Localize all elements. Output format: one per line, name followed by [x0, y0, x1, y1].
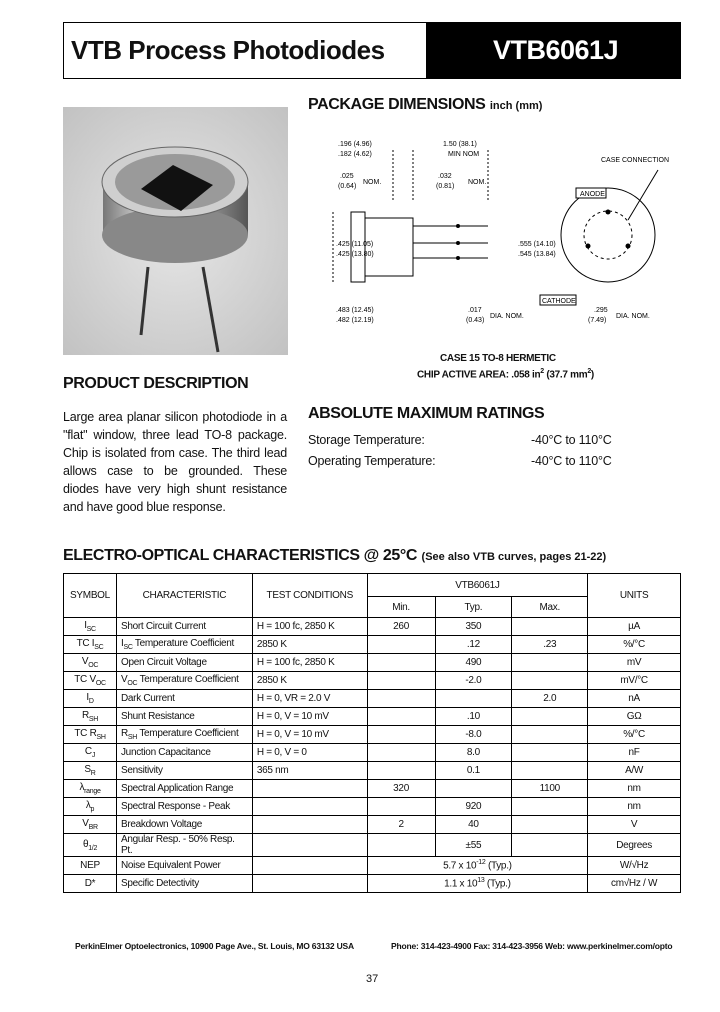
dim-label: .182 (4.62): [338, 151, 372, 158]
typ-cell: 350: [435, 618, 512, 636]
test-cell: H = 0, V = 10 mV: [252, 726, 367, 744]
dim-label: NOM.: [363, 179, 382, 186]
min-cell: 2: [367, 816, 435, 834]
dim-label: .482 (12.19): [336, 317, 374, 324]
typ-cell: 920: [435, 798, 512, 816]
symbol-cell: D*: [64, 875, 117, 893]
dim-label: .017: [468, 307, 482, 314]
symbol-cell: $V_{OC}$: [64, 654, 117, 672]
table-row: [64, 690, 681, 708]
min-cell: [367, 798, 435, 816]
unit-cell: A/W: [588, 762, 681, 780]
dim-label: (7.49): [588, 317, 607, 324]
col-units: UNITS: [588, 574, 681, 618]
package-dimensions-heading: PACKAGE DIMENSIONS inch (mm): [308, 96, 543, 113]
anode-label: ANODE: [580, 191, 605, 198]
unit-cell: %/°C: [588, 636, 681, 654]
part-number: VTB6061J: [426, 23, 680, 78]
product-description-heading: PRODUCT DESCRIPTION: [63, 375, 249, 392]
storage-temperature-value: -40°C to 110°C: [531, 433, 612, 447]
table-row: [64, 875, 681, 893]
typ-cell: -2.0: [435, 672, 512, 690]
typ-cell: [435, 780, 512, 798]
dim-label: DIA. NOM.: [490, 313, 524, 320]
table-row: [64, 762, 681, 780]
unit-cell: mV: [588, 654, 681, 672]
dim-label: CASE CONNECTION: [601, 157, 670, 164]
value-cell: 5.7 x $10^{-12}$ (Typ.): [367, 857, 587, 875]
max-cell: [512, 798, 588, 816]
table-row: [64, 834, 681, 857]
dim-label: DIA. NOM.: [616, 313, 650, 320]
dim-label: .545 (13.84): [518, 251, 556, 258]
chip-area: CHIP ACTIVE AREA: .058 $in^2$ (37.7 $mm^2$): [417, 368, 594, 381]
symbol-cell: TC $V_{OC}$: [64, 672, 117, 690]
max-cell: [512, 816, 588, 834]
unit-cell: nA: [588, 690, 681, 708]
table-row: [64, 744, 681, 762]
absolute-max-ratings-heading: ABSOLUTE MAXIMUM RATINGS: [308, 405, 545, 422]
characteristic-cell: Junction Capacitance: [116, 744, 252, 762]
test-cell: [252, 816, 367, 834]
test-cell: H = 0, VR = 2.0 V: [252, 690, 367, 708]
table-header-row: [64, 574, 681, 597]
symbol-cell: NEP: [64, 857, 117, 875]
test-cell: 2850 K: [252, 636, 367, 654]
table-row: [64, 672, 681, 690]
test-cell: H = 100 fc, 2850 K: [252, 654, 367, 672]
dim-label: .555 (14.10): [518, 241, 556, 248]
dim-label: .032: [438, 173, 452, 180]
unit-cell: V: [588, 816, 681, 834]
package-drawing: [318, 130, 680, 330]
operating-temperature-value: -40°C to 110°C: [531, 454, 612, 468]
characteristic-cell: $R_{SH}$ Temperature Coefficient: [116, 726, 252, 744]
test-cell: 2850 K: [252, 672, 367, 690]
unit-cell: cm√Hz / W: [588, 875, 681, 893]
dim-label: MIN NOM: [448, 151, 480, 158]
characteristic-cell: Sensitivity: [116, 762, 252, 780]
characteristic-cell: Spectral Application Range: [116, 780, 252, 798]
max-cell: 1100: [512, 780, 588, 798]
col-part: VTB6061J: [367, 574, 587, 597]
symbol-cell: $\theta_{1/2}$: [64, 834, 117, 857]
case-line: CASE 15 TO-8 HERMETIC: [440, 353, 556, 364]
max-cell: [512, 708, 588, 726]
symbol-cell: TC $I_{SC}$: [64, 636, 117, 654]
min-cell: [367, 744, 435, 762]
typ-cell: ±55: [435, 834, 512, 857]
product-photo: [63, 107, 288, 355]
table-row: [64, 636, 681, 654]
dim-label: NOM.: [468, 179, 487, 186]
typ-cell: 40: [435, 816, 512, 834]
dim-label: (0.81): [436, 183, 455, 190]
test-cell: H = 0, V = 0: [252, 744, 367, 762]
unit-cell: nm: [588, 798, 681, 816]
test-cell: [252, 798, 367, 816]
table-row: [64, 857, 681, 875]
min-cell: 260: [367, 618, 435, 636]
max-cell: [512, 762, 588, 780]
col-min: Min.: [367, 597, 435, 618]
dim-label: .483 (12.45): [336, 307, 374, 314]
characteristic-cell: Short Circuit Current: [116, 618, 252, 636]
typ-cell: 490: [435, 654, 512, 672]
min-cell: [367, 762, 435, 780]
page-number: 37: [366, 973, 379, 985]
unit-cell: nF: [588, 744, 681, 762]
min-cell: [367, 672, 435, 690]
min-cell: [367, 690, 435, 708]
dim-label: 1.50 (38.1): [443, 141, 477, 148]
characteristic-cell: Open Circuit Voltage: [116, 654, 252, 672]
dim-label: .425 (11.05): [336, 241, 374, 248]
max-cell: .23: [512, 636, 588, 654]
table-row: [64, 618, 681, 636]
operating-temperature-label: Operating Temperature:: [308, 454, 436, 468]
min-cell: [367, 708, 435, 726]
product-description-text: Large area planar silicon photodiode in a "flat" window, three lead TO-8 package. Chip is isolated from case. The third lead allows case to be grounded. These diodes have very high shunt resistance and have good blue response.: [63, 410, 287, 514]
min-cell: 320: [367, 780, 435, 798]
max-cell: [512, 744, 588, 762]
table-row: [64, 798, 681, 816]
characteristic-cell: Shunt Resistance: [116, 708, 252, 726]
test-cell: [252, 834, 367, 857]
symbol-cell: TC $R_{SH}$: [64, 726, 117, 744]
dim-label: .196 (4.96): [338, 141, 372, 148]
test-cell: [252, 875, 367, 893]
unit-cell: GΩ: [588, 708, 681, 726]
characteristic-cell: Dark Current: [116, 690, 252, 708]
test-cell: H = 100 fc, 2850 K: [252, 618, 367, 636]
typ-cell: 0.1: [435, 762, 512, 780]
characteristic-cell: $I_{SC}$ Temperature Coefficient: [116, 636, 252, 654]
footer-address: PerkinElmer Optoelectronics, 10900 Page Ave., St. Louis, MO 63132 USA: [75, 941, 354, 951]
col-test-conditions: TEST CONDITIONS: [252, 574, 367, 618]
eo-table: [63, 573, 681, 893]
test-cell: H = 0, V = 10 mV: [252, 708, 367, 726]
symbol-cell: $\lambda_{range}$: [64, 780, 117, 798]
max-cell: [512, 726, 588, 744]
page-title: VTB Process Photodiodes: [64, 23, 426, 78]
cathode-label: CATHODE: [542, 298, 576, 305]
max-cell: [512, 834, 588, 857]
symbol-cell: $R_{SH}$: [64, 708, 117, 726]
eo-heading: ELECTRO-OPTICAL CHARACTERISTICS @ 25°C (See also VTB curves, pages 21-22): [63, 547, 607, 564]
col-max: Max.: [512, 597, 588, 618]
max-cell: [512, 654, 588, 672]
col-symbol: SYMBOL: [64, 574, 117, 618]
characteristic-cell: Breakdown Voltage: [116, 816, 252, 834]
col-typ: Typ.: [435, 597, 512, 618]
dim-label: .295: [594, 307, 608, 314]
max-cell: [512, 618, 588, 636]
test-cell: [252, 857, 367, 875]
dim-label: (0.43): [466, 317, 485, 324]
col-characteristic: CHARACTERISTIC: [116, 574, 252, 618]
min-cell: [367, 726, 435, 744]
min-cell: [367, 654, 435, 672]
typ-cell: .10: [435, 708, 512, 726]
characteristic-cell: Specific Detectivity: [116, 875, 252, 893]
table-row: [64, 726, 681, 744]
symbol-cell: $V_{BR}$: [64, 816, 117, 834]
table-row: [64, 654, 681, 672]
dim-label: .425 (13.80): [336, 251, 374, 258]
unit-cell: W/√Hz: [588, 857, 681, 875]
table-row: [64, 816, 681, 834]
max-cell: [512, 672, 588, 690]
max-cell: 2.0: [512, 690, 588, 708]
symbol-cell: $\lambda_p$: [64, 798, 117, 816]
test-cell: 365 nm: [252, 762, 367, 780]
dim-label: (0.64): [338, 183, 357, 190]
symbol-cell: $S_R$: [64, 762, 117, 780]
value-cell: 1.1 x $10^{13}$ (Typ.): [367, 875, 587, 893]
characteristic-cell: Noise Equivalent Power: [116, 857, 252, 875]
symbol-cell: $I_D$: [64, 690, 117, 708]
header-bar: [63, 22, 681, 79]
test-cell: [252, 780, 367, 798]
typ-cell: [435, 690, 512, 708]
characteristic-cell: Spectral Response - Peak: [116, 798, 252, 816]
unit-cell: nm: [588, 780, 681, 798]
symbol-cell: $I_{SC}$: [64, 618, 117, 636]
dim-label: .025: [340, 173, 354, 180]
unit-cell: %/°C: [588, 726, 681, 744]
table-row: [64, 708, 681, 726]
storage-temperature-label: Storage Temperature:: [308, 433, 425, 447]
min-cell: [367, 834, 435, 857]
typ-cell: -8.0: [435, 726, 512, 744]
characteristic-cell: Angular Resp. - 50% Resp. Pt.: [116, 834, 252, 857]
typ-cell: 8.0: [435, 744, 512, 762]
min-cell: [367, 636, 435, 654]
unit-cell: µA: [588, 618, 681, 636]
unit-cell: Degrees: [588, 834, 681, 857]
footer-contact: Phone: 314-423-4900 Fax: 314-423-3956 Web: www.perkinelmer.com/opto: [391, 941, 673, 951]
typ-cell: .12: [435, 636, 512, 654]
symbol-cell: $C_J$: [64, 744, 117, 762]
characteristic-cell: $V_{OC}$ Temperature Coefficient: [116, 672, 252, 690]
table-row: [64, 780, 681, 798]
unit-cell: mV/°C: [588, 672, 681, 690]
